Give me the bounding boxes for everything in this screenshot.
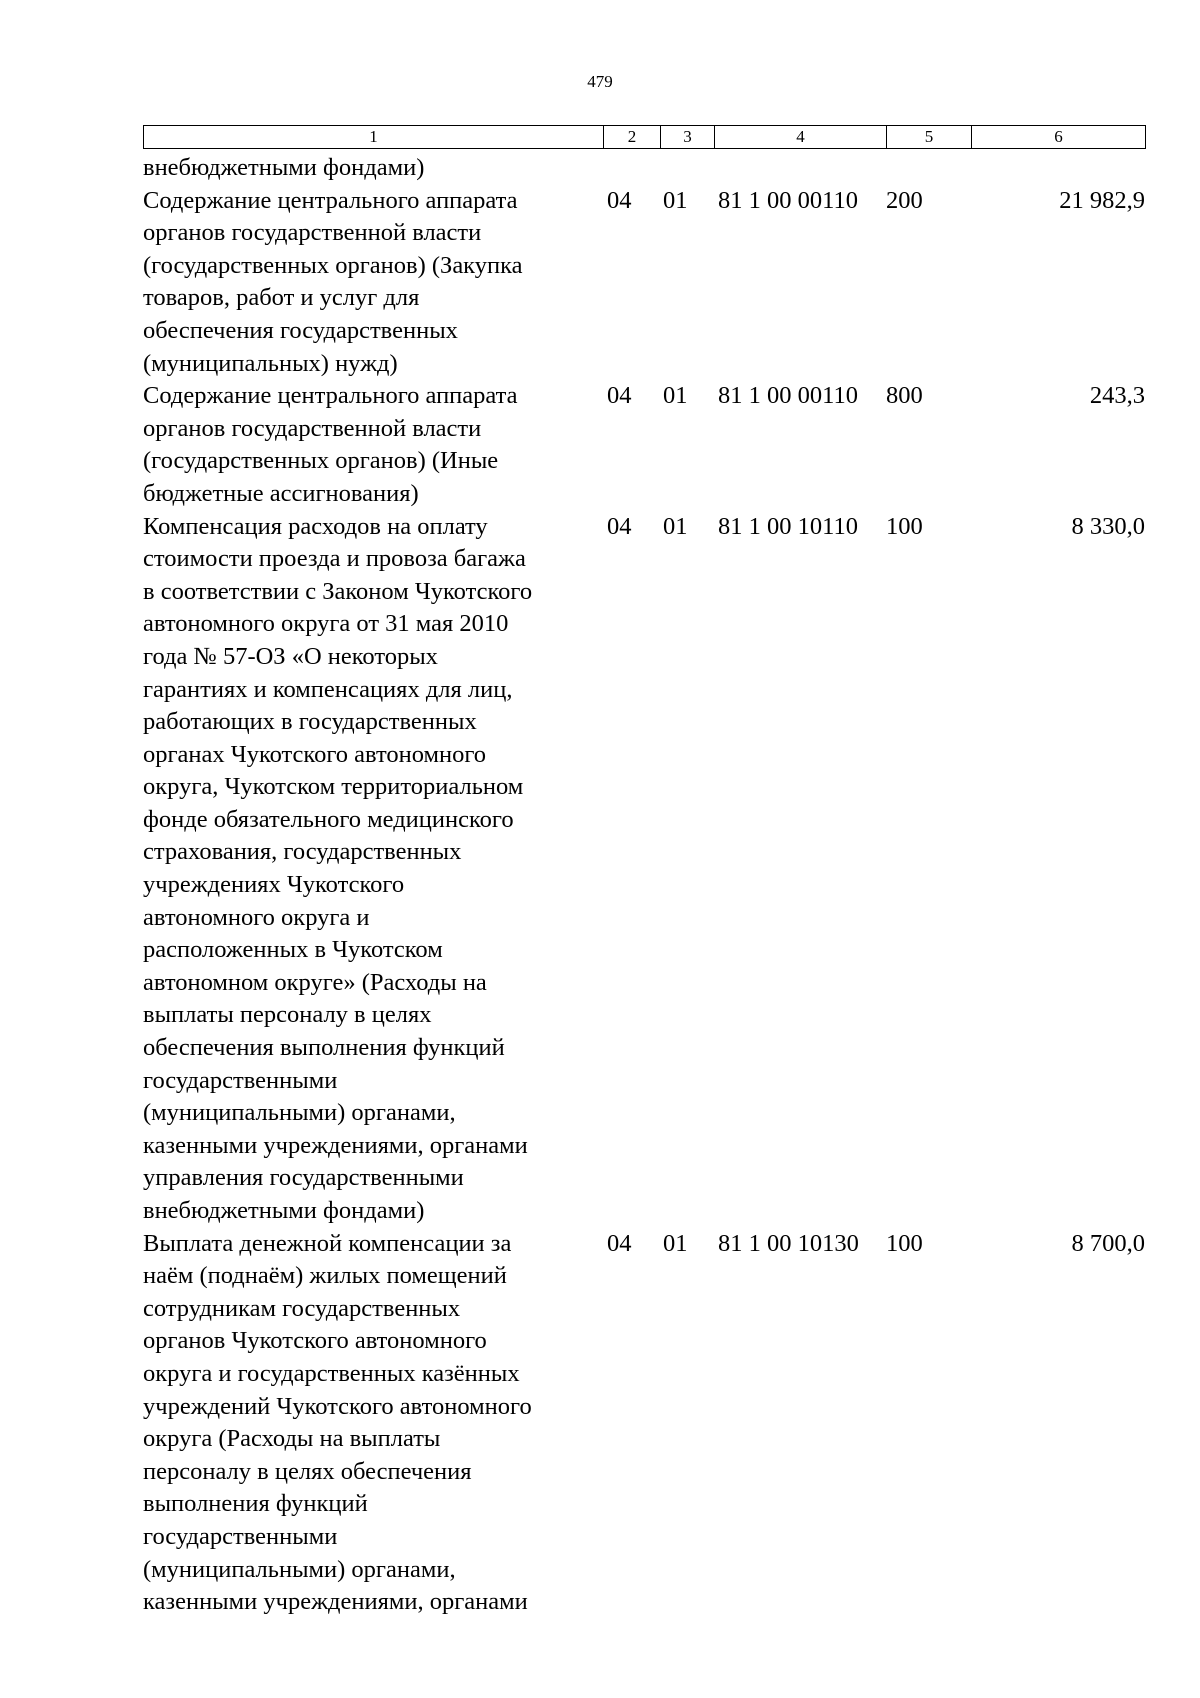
expense-type-code: 800 xyxy=(886,382,923,410)
description-line: органах Чукотского автономного xyxy=(143,740,487,768)
description-line: сотрудникам государственных xyxy=(143,1294,461,1322)
description-line: обеспечения государственных xyxy=(143,316,458,344)
subsection-code xyxy=(660,152,714,185)
expense-type-code: 100 xyxy=(886,512,923,540)
description-line: Компенсация расходов на оплату xyxy=(143,512,488,540)
section-code: 04 xyxy=(607,186,632,214)
description-line: казенными учреждениями, органами xyxy=(143,1131,528,1159)
description-line: автономном округе» (Расходы на xyxy=(143,968,487,996)
description-line: округа (Расходы на выплаты xyxy=(143,1425,441,1453)
description-line: работающих в государственных xyxy=(143,708,477,736)
section-code xyxy=(603,152,660,185)
target-article-code: 81 1 00 00110 xyxy=(718,382,858,410)
row-description xyxy=(143,511,603,1228)
description-line: органов государственной власти xyxy=(143,219,482,247)
subsection-code: 01 xyxy=(663,382,688,410)
amount: 8 700,0 xyxy=(1071,1229,1145,1257)
row-description xyxy=(143,152,603,185)
description-line: (государственных органов) (Иные xyxy=(143,447,499,475)
description-line: внебюджетными фондами) xyxy=(143,1197,425,1224)
column-header-1: 1 xyxy=(144,126,604,149)
amount: 243,3 xyxy=(1089,382,1145,410)
table-row xyxy=(143,1228,1145,1619)
description-line: автономного округа и xyxy=(143,903,370,931)
description-line: (государственных органов) (Закупка xyxy=(143,251,523,279)
table-row xyxy=(143,511,1145,1228)
section-code: 04 xyxy=(607,1229,632,1257)
subsection-code: 01 xyxy=(663,512,688,540)
description-line: фонде обязательного медицинского xyxy=(143,805,514,833)
description-line: (муниципальными) органами, xyxy=(143,1099,456,1127)
expense-type-code: 100 xyxy=(886,1229,923,1257)
row-description xyxy=(143,185,603,381)
description-line: Содержание центрального аппарата xyxy=(143,186,518,214)
description-line: в соответствии с Законом Чукотского xyxy=(143,577,533,605)
target-article-code xyxy=(714,152,886,185)
column-header-table xyxy=(143,125,1146,149)
column-header-row xyxy=(144,126,1146,149)
description-line: Выплата денежной компенсации за xyxy=(143,1229,512,1257)
description-line: органов государственной власти xyxy=(143,414,482,442)
description-line: товаров, работ и услуг для xyxy=(143,284,420,312)
amount: 21 982,9 xyxy=(1059,186,1145,214)
amount xyxy=(971,152,1145,185)
description-line: страхования, государственных xyxy=(143,838,462,866)
column-header-2: 2 xyxy=(604,126,661,149)
column-header-6: 6 xyxy=(972,126,1146,149)
amount: 8 330,0 xyxy=(1071,512,1145,540)
description-line: внебюджетными фондами) xyxy=(143,154,425,181)
description-line: расположенных в Чукотском xyxy=(143,936,443,964)
column-header-3: 3 xyxy=(661,126,715,149)
target-article-code: 81 1 00 10130 xyxy=(718,1229,859,1257)
page-number: 479 xyxy=(587,72,613,91)
table-row xyxy=(143,152,1145,185)
target-article-code: 81 1 00 00110 xyxy=(718,186,858,214)
description-line: выполнения функций xyxy=(143,1490,368,1518)
section-code: 04 xyxy=(607,512,632,540)
description-line: Содержание центрального аппарата xyxy=(143,382,518,410)
description-line: (муниципальными) органами, xyxy=(143,1555,456,1583)
description-line: обеспечения выполнения функций xyxy=(143,1034,505,1062)
description-line: учреждений Чукотского автономного xyxy=(143,1392,532,1420)
column-header-5: 5 xyxy=(887,126,972,149)
description-line: наём (поднаём) жилых помещений xyxy=(143,1262,507,1290)
row-description xyxy=(143,1228,603,1619)
table-row xyxy=(143,380,1145,510)
section-code: 04 xyxy=(607,382,632,410)
description-line: бюджетные ассигнования) xyxy=(143,479,419,507)
description-line: (муниципальных) нужд) xyxy=(143,349,398,377)
expense-type-code: 200 xyxy=(886,186,923,214)
target-article-code: 81 1 00 10110 xyxy=(718,512,858,540)
description-line: стоимости проезда и провоза багажа xyxy=(143,545,526,573)
description-line: государственными xyxy=(143,1522,338,1550)
row-description xyxy=(143,380,603,510)
description-line: государственными xyxy=(143,1066,338,1094)
description-line: управления государственными xyxy=(143,1164,464,1192)
description-line: гарантиях и компенсациях для лиц, xyxy=(143,675,513,703)
column-header-4: 4 xyxy=(715,126,887,149)
expense-type-code xyxy=(886,152,971,185)
budget-table-body xyxy=(143,152,1145,1619)
description-line: автономного округа от 31 мая 2010 xyxy=(143,610,509,638)
description-line: года № 57-ОЗ «О некоторых xyxy=(143,642,438,670)
description-line: округа и государственных казённых xyxy=(143,1359,520,1387)
table-row xyxy=(143,185,1145,381)
description-line: персоналу в целях обеспечения xyxy=(143,1457,472,1485)
subsection-code: 01 xyxy=(663,1229,688,1257)
description-line: органов Чукотского автономного xyxy=(143,1327,487,1355)
description-line: выплаты персоналу в целях xyxy=(143,1001,432,1029)
description-line: казенными учреждениями, органами xyxy=(143,1588,528,1616)
description-line: учреждениях Чукотского xyxy=(143,871,405,899)
subsection-code: 01 xyxy=(663,186,688,214)
description-line: округа, Чукотском территориальном xyxy=(143,773,524,801)
